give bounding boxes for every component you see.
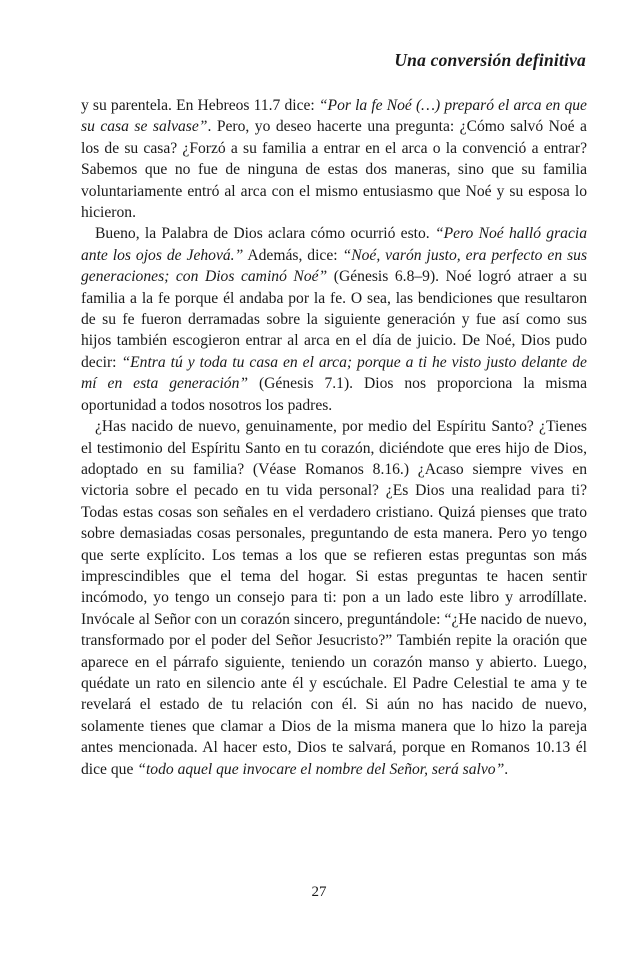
text-run: Además, dice: bbox=[243, 246, 343, 264]
text-run: . bbox=[504, 760, 509, 778]
scripture-quote: “Pero Noé halló gracia ante los ojos de Jehová.” bbox=[81, 225, 587, 264]
scripture-quote: “Por la fe Noé (…) preparó el arca en que su casa se salvase” bbox=[81, 97, 587, 136]
body-text bbox=[81, 95, 587, 780]
paragraph bbox=[81, 95, 587, 223]
text-run: y su parentela. En Hebreos 11.7 dice: bbox=[81, 97, 319, 114]
page-number: 27 bbox=[311, 884, 327, 900]
text-run: (Génesis 6.8–9). Noé logró atraer a su familia a la fe porque él andaba por la fe. O sea, las bendiciones que resultaron de su fe fueron derramadas sobre la siguiente generación y fue así como sus hijos también escogieron entrar al arca en el día de juicio. De Noé, Dios pudo decir: bbox=[81, 268, 587, 371]
scripture-quote: “Noé, varón justo, era perfecto en sus generaciones; con Dios caminó Noé” bbox=[81, 246, 588, 286]
text-run: (Génesis 7.1). Dios nos proporciona la misma oportunidad a todos nosotros los padres. bbox=[81, 375, 587, 414]
scripture-quote: “todo aquel que invocare el nombre del Señor, será salvo” bbox=[137, 760, 505, 778]
scripture-quote: “Entra tú y toda tu casa en el arca; porque a ti he visto justo delante de mí en esta generación” bbox=[81, 353, 587, 393]
running-header-title: Una conversión definitiva bbox=[394, 50, 586, 70]
text-run: ¿Has nacido de nuevo, genuinamente, por medio del Espíritu Santo? ¿Tienes el testimonio del Espíritu Santo en tu corazón, diciéndote que eres hijo de Dios, adoptado en su familia? (Véase Romanos 8.16.) ¿Acaso siempre vives en victoria sobre el pecado en tu vida personal? ¿Es Dios una realidad para ti? Todas estas cosas son señales en el verdadero cristiano. Quizá pienses que trato sobre demasiadas cosas personales, preguntando de esta manera. Pero yo tengo que serte explícito. Los temas a los que se refieren estas preguntas son más imprescindibles que el tema del hogar. Si estas preguntas te hacen sentir incómodo, yo tengo un consejo para ti: pon a un lado este libro y arrodíllate. Invócale al Señor con un corazón sincero, preguntándole: “¿He nacido de nuevo, transformado por el poder del Señor Jesucristo?” También repite la oración que aparece en el párrafo siguiente, teniendo un corazón manso y abierto. Luego, quédate un rato en silencio ante él y escúchale. El Padre Celestial te ama y te revelará el estado de tu relación con él. Si aún no has nacido de nuevo, solamente tienes que clamar a Dios de la misma manera que lo hizo la pareja antes mencionada. Al hacer esto, Dios te salvará, porque en Romanos 10.13 él dice que bbox=[81, 418, 587, 778]
paragraph bbox=[81, 416, 587, 780]
text-run: Bueno, la Palabra de Dios aclara cómo ocurrió esto. bbox=[95, 225, 435, 243]
paragraph bbox=[81, 223, 587, 416]
text-run: . Pero, yo deseo hacerte una pregunta: ¿Cómo salvó Noé a los de su casa? ¿Forzó a su familia a entrar en el arca o la convenció a entrar? Sabemos que no fue de ninguna de estas dos maneras, sino que su familia voluntariamente entró al arca con el mismo entusiasmo que Noé y su esposa lo hicieron. bbox=[81, 118, 587, 222]
